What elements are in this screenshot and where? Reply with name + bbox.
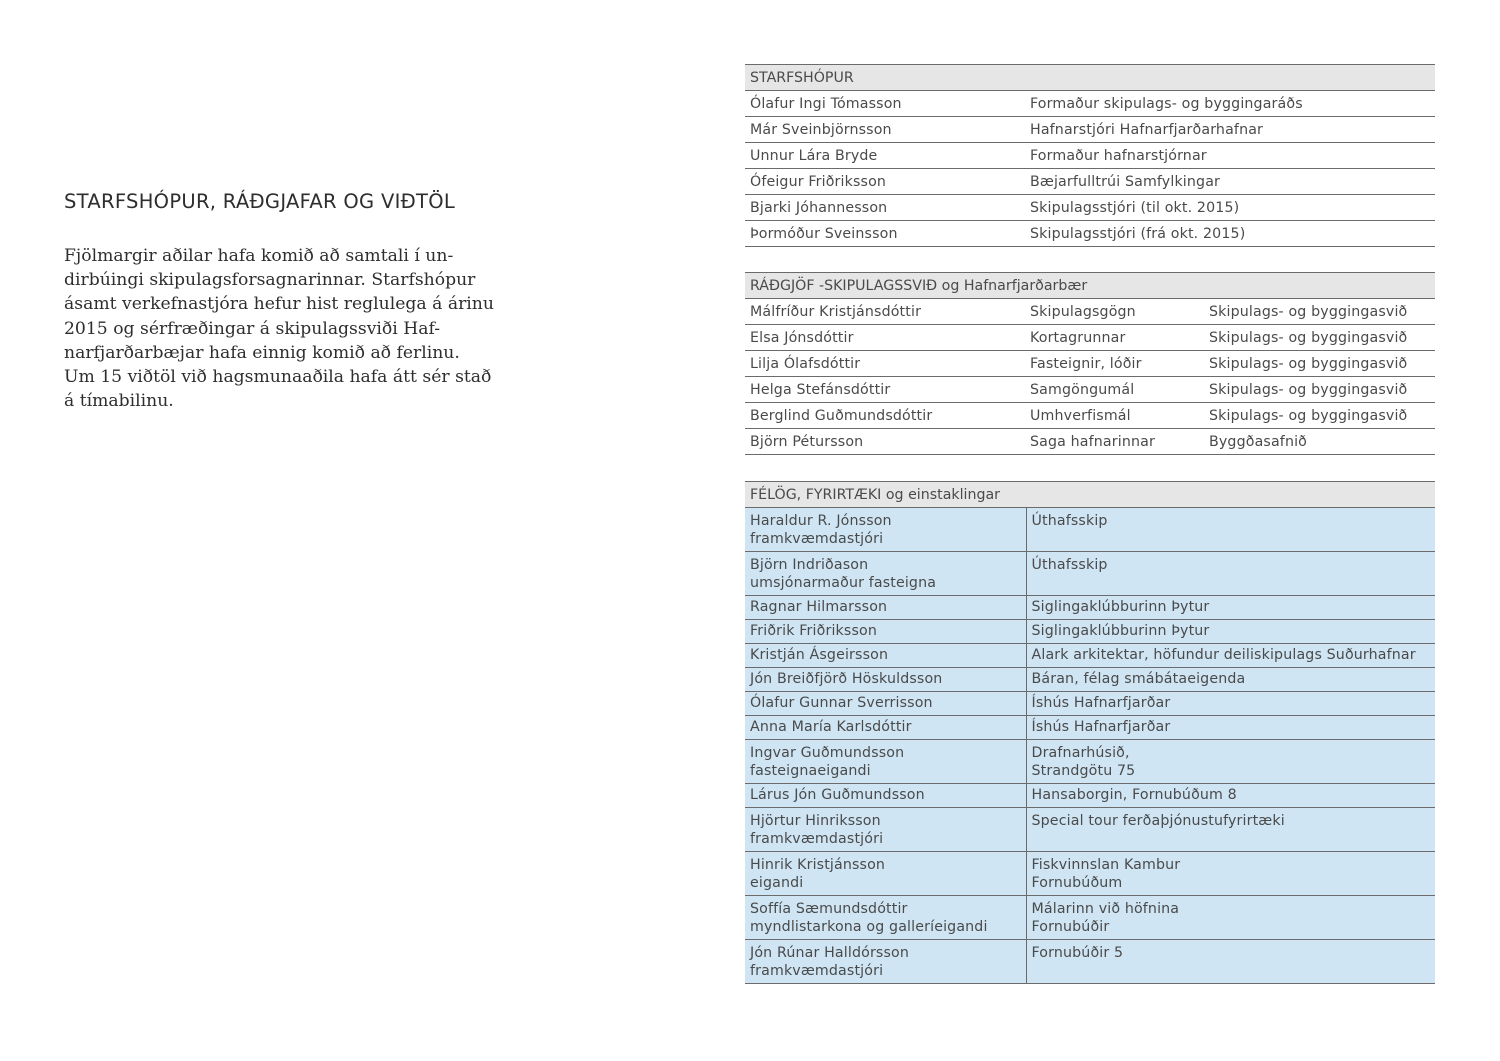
contact-title: framkvæmdastjóri <box>750 830 884 847</box>
contact-name: Jón Rúnar Halldórsson <box>750 945 909 961</box>
contact-cell <box>745 692 1026 716</box>
table-header: RÁÐGJÖF -SKIPULAGSSVIÐ og Hafnarfjarðarbær <box>745 273 1435 299</box>
felog-table <box>745 481 1435 984</box>
contact-name: Ingvar Guðmundsson <box>750 745 905 761</box>
advisor-topic: Kortagrunnar <box>1025 325 1204 351</box>
contact-cell <box>745 716 1026 740</box>
section-title: STARFSHÓPUR, RÁÐGJAFAR OG VIÐTÖL <box>64 190 456 213</box>
contact-name: Anna María Karlsdóttir <box>750 719 912 735</box>
advisor-name: Málfríður Kristjánsdóttir <box>745 299 1025 325</box>
advisor-department: Byggðasafnið <box>1204 429 1435 455</box>
table-row <box>745 91 1435 117</box>
contact-cell <box>745 940 1026 984</box>
starfshopur-table-block <box>745 64 1435 247</box>
member-role: Skipulagsstjóri (frá okt. 2015) <box>1025 221 1435 247</box>
contact-title: myndlistarkona og galleríeigandi <box>750 918 988 935</box>
contact-name: Björn Indriðason <box>750 557 869 573</box>
table-row <box>745 143 1435 169</box>
org-name: Drafnarhúsið, <box>1031 745 1130 761</box>
member-role: Bæjarfulltrúi Samfylkingar <box>1025 169 1435 195</box>
table-row <box>745 377 1435 403</box>
starfshopur-table <box>745 64 1435 247</box>
org-name: Báran, félag smábátaeigenda <box>1031 671 1246 687</box>
member-role: Formaður skipulags- og byggingaráðs <box>1025 91 1435 117</box>
table-row <box>745 740 1435 784</box>
advisor-name: Helga Stefánsdóttir <box>745 377 1025 403</box>
org-detail: Strandgötu 75 <box>1031 762 1136 779</box>
member-role: Formaður hafnarstjórnar <box>1025 143 1435 169</box>
radgjof-table-block <box>745 272 1435 455</box>
advisor-department: Skipulags- og byggingasvið <box>1204 403 1435 429</box>
contact-title: umsjónarmaður fasteigna <box>750 574 937 591</box>
table-header: FÉLÖG, FYRIRTÆKI og einstaklingar <box>745 482 1435 508</box>
org-name: Alark arkitektar, höfundur deiliskipulags Suðurhafnar <box>1031 647 1416 663</box>
table-row <box>745 508 1435 552</box>
intro-line: narfjarðarbæjar hafa einnig komið að ferlinu. <box>64 342 460 363</box>
table-row <box>745 325 1435 351</box>
org-cell <box>1026 552 1435 596</box>
table-row <box>745 668 1435 692</box>
contact-cell <box>745 668 1026 692</box>
org-cell <box>1026 940 1435 984</box>
intro-line: Um 15 viðtöl við hagsmunaaðila hafa átt sér stað <box>64 367 492 388</box>
contact-cell <box>745 896 1026 940</box>
table-row <box>745 784 1435 808</box>
contact-cell <box>745 852 1026 896</box>
org-cell <box>1026 596 1435 620</box>
radgjof-table <box>745 272 1435 455</box>
org-name: Úthafsskip <box>1031 513 1108 529</box>
org-detail: Fornubúðir <box>1031 918 1110 935</box>
member-name: Bjarki Jóhannesson <box>745 195 1025 221</box>
org-name: Íshús Hafnarfjarðar <box>1031 695 1171 711</box>
advisor-name: Lilja Ólafsdóttir <box>745 351 1025 377</box>
table-row <box>745 117 1435 143</box>
contact-name: Hjörtur Hinriksson <box>750 813 881 829</box>
org-cell <box>1026 852 1435 896</box>
org-cell <box>1026 508 1435 552</box>
contact-title: framkvæmdastjóri <box>750 530 884 547</box>
table-row <box>745 169 1435 195</box>
org-cell <box>1026 784 1435 808</box>
contact-cell <box>745 740 1026 784</box>
table-row <box>745 852 1435 896</box>
intro-paragraph <box>64 244 504 413</box>
contact-name: Haraldur R. Jónsson <box>750 513 892 529</box>
table-row <box>745 644 1435 668</box>
contact-name: Friðrik Friðriksson <box>750 623 877 639</box>
advisor-topic: Samgöngumál <box>1025 377 1204 403</box>
contact-cell <box>745 644 1026 668</box>
intro-line: Fjölmargir aðilar hafa komið að samtali í un- <box>64 246 454 266</box>
intro-line: ásamt verkefnastjóra hefur hist reglulega á árinu <box>64 294 494 315</box>
contact-title: eigandi <box>750 874 804 891</box>
contact-name: Soffía Sæmundsdóttir <box>750 901 908 917</box>
advisor-topic: Umhverfismál <box>1025 403 1204 429</box>
org-cell <box>1026 668 1435 692</box>
table-row <box>745 351 1435 377</box>
org-name: Íshús Hafnarfjarðar <box>1031 719 1171 735</box>
table-row <box>745 692 1435 716</box>
table-row <box>745 299 1435 325</box>
org-name: Fornubúðir 5 <box>1031 945 1124 961</box>
org-name: Siglingaklúbburinn Þytur <box>1031 623 1210 639</box>
org-cell <box>1026 808 1435 852</box>
advisor-name: Elsa Jónsdóttir <box>745 325 1025 351</box>
member-role: Hafnarstjóri Hafnarfjarðarhafnar <box>1025 117 1435 143</box>
contact-name: Jón Breiðfjörð Höskuldsson <box>750 671 943 687</box>
member-name: Ófeigur Friðriksson <box>745 169 1025 195</box>
table-row <box>745 403 1435 429</box>
advisor-department: Skipulags- og byggingasvið <box>1204 325 1435 351</box>
advisor-topic: Saga hafnarinnar <box>1025 429 1204 455</box>
contact-name: Kristján Ásgeirsson <box>750 647 889 663</box>
member-role: Skipulagsstjóri (til okt. 2015) <box>1025 195 1435 221</box>
intro-line: á tímabilinu. <box>64 391 174 412</box>
member-name: Unnur Lára Bryde <box>745 143 1025 169</box>
contact-name: Ragnar Hilmarsson <box>750 599 888 615</box>
contact-name: Hinrik Kristjánsson <box>750 857 886 873</box>
table-row <box>745 896 1435 940</box>
org-name: Hansaborgin, Fornubúðum 8 <box>1031 787 1237 803</box>
table-row <box>745 620 1435 644</box>
org-name: Siglingaklúbburinn Þytur <box>1031 599 1210 615</box>
advisor-topic: Skipulagsgögn <box>1025 299 1204 325</box>
org-cell <box>1026 896 1435 940</box>
table-row <box>745 596 1435 620</box>
member-name: Már Sveinbjörnsson <box>745 117 1025 143</box>
table-row <box>745 940 1435 984</box>
org-name: Fiskvinnslan Kambur <box>1031 857 1181 873</box>
member-name: Ólafur Ingi Tómasson <box>745 91 1025 117</box>
contact-cell <box>745 552 1026 596</box>
advisor-topic: Fasteignir, lóðir <box>1025 351 1204 377</box>
intro-line: 2015 og sérfræðingar á skipulagssviði Haf- <box>64 318 441 339</box>
table-row <box>745 195 1435 221</box>
org-cell <box>1026 740 1435 784</box>
table-row <box>745 552 1435 596</box>
advisor-department: Skipulags- og byggingasvið <box>1204 377 1435 403</box>
org-cell <box>1026 620 1435 644</box>
org-cell <box>1026 716 1435 740</box>
advisor-name: Björn Pétursson <box>745 429 1025 455</box>
advisor-department: Skipulags- og byggingasvið <box>1204 351 1435 377</box>
contact-cell <box>745 508 1026 552</box>
contact-title: fasteignaeigandi <box>750 762 871 779</box>
table-row <box>745 221 1435 247</box>
intro-line: dirbúingi skipulagsforsagnarinnar. Starfshópur <box>64 270 476 291</box>
org-cell <box>1026 644 1435 668</box>
contact-title: framkvæmdastjóri <box>750 962 884 979</box>
table-row <box>745 808 1435 852</box>
contact-cell <box>745 808 1026 852</box>
table-row <box>745 429 1435 455</box>
org-name: Special tour ferðaþjónustufyrirtæki <box>1031 813 1285 829</box>
contact-name: Ólafur Gunnar Sverrisson <box>750 695 933 711</box>
contact-cell <box>745 784 1026 808</box>
advisor-name: Berglind Guðmundsdóttir <box>745 403 1025 429</box>
org-name: Málarinn við höfnina <box>1031 901 1180 917</box>
org-detail: Fornubúðum <box>1031 874 1123 891</box>
member-name: Þormóður Sveinsson <box>745 221 1025 247</box>
contact-cell <box>745 596 1026 620</box>
table-row <box>745 716 1435 740</box>
table-header: STARFSHÓPUR <box>745 65 1435 91</box>
contact-name: Lárus Jón Guðmundsson <box>750 787 925 803</box>
contact-cell <box>745 620 1026 644</box>
org-cell <box>1026 692 1435 716</box>
felog-table-block <box>745 481 1435 984</box>
org-name: Úthafsskip <box>1031 557 1108 573</box>
advisor-department: Skipulags- og byggingasvið <box>1204 299 1435 325</box>
